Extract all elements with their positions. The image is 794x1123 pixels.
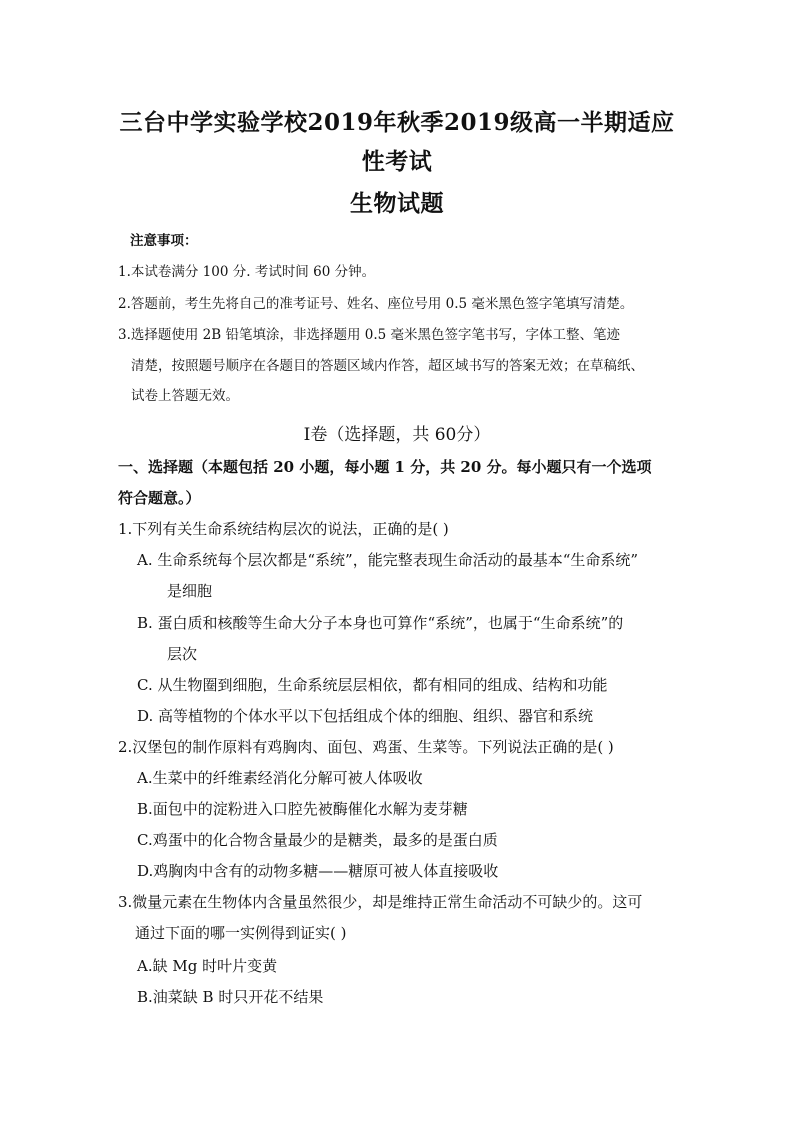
question-option: C.鸡蛋中的化合物含量最少的是糖类，最多的是蛋白质 xyxy=(137,831,498,849)
part-heading-cont: 符合题意。） xyxy=(118,489,201,507)
note-item: 2.答题前，考生先将自己的准考证号、姓名、座位号用 0.5 毫米黑色签字笔填写清楚。 xyxy=(118,296,634,312)
question-stem: 3.微量元素在生物体内含量虽然很少，却是维持正常生命活动不可缺少的。这可 xyxy=(118,893,643,911)
note-item: 1.本试卷满分 100 分. 考试时间 60 分钟。 xyxy=(118,264,376,280)
question-stem: 1.下列有关生命系统结构层次的说法，正确的是( ) xyxy=(118,520,449,538)
question-option-cont: 层次 xyxy=(167,645,198,663)
question-option: A. 生命系统每个层次都是“系统”，能完整表现生命活动的最基本“生命系统” xyxy=(137,551,639,569)
subject-title: 生物试题 xyxy=(350,190,444,217)
exam-title-line2: 性考试 xyxy=(361,148,433,175)
question-option: B. 蛋白质和核酸等生命大分子本身也可算作“系统”，也属于“生命系统”的 xyxy=(137,614,624,632)
question-option: A.生菜中的纤维素经消化分解可被人体吸收 xyxy=(137,769,423,787)
question-option: B.油菜缺 B 时只开花不结果 xyxy=(137,988,324,1006)
note-item: 3.选择题使用 2B 铅笔填涂，非选择题用 0.5 毫米黑色签字笔书写，字体工整、笔迹 xyxy=(118,327,621,343)
question-option: B.面包中的淀粉进入口腔先被酶催化水解为麦芽糖 xyxy=(137,800,468,818)
note-item: 试卷上答题无效。 xyxy=(131,388,239,404)
question-option: D.鸡胸肉中含有的动物多糖——糖原可被人体直接吸收 xyxy=(137,862,499,880)
question-stem-cont: 通过下面的哪一实例得到证实( ) xyxy=(135,924,347,942)
section-title: Ⅰ卷（选择题，共 60分） xyxy=(303,425,491,445)
question-option: D. 高等植物的个体水平以下包括组成个体的细胞、组织、器官和系统 xyxy=(137,707,594,725)
question-option: C. 从生物圈到细胞，生命系统层层相依，都有相同的组成、结构和功能 xyxy=(137,676,608,694)
part-heading: 一、选择题（本题包括 20 小题，每小题 1 分，共 20 分。每小题只有一个选项 xyxy=(118,458,652,476)
question-stem: 2.汉堡包的制作原料有鸡胸肉、面包、鸡蛋、生菜等。下列说法正确的是( ) xyxy=(118,738,614,756)
exam-title-line1: 三台中学实验学校2019年秋季2019级高一半期适应 xyxy=(119,109,675,136)
notes-heading: 注意事项： xyxy=(130,233,198,249)
question-option: A.缺 Mg 时叶片变黄 xyxy=(137,957,278,975)
note-item: 清楚，按照题号顺序在各题目的答题区域内作答，超区域书写的答案无效；在草稿纸、 xyxy=(131,358,644,374)
question-option-cont: 是细胞 xyxy=(167,582,213,600)
